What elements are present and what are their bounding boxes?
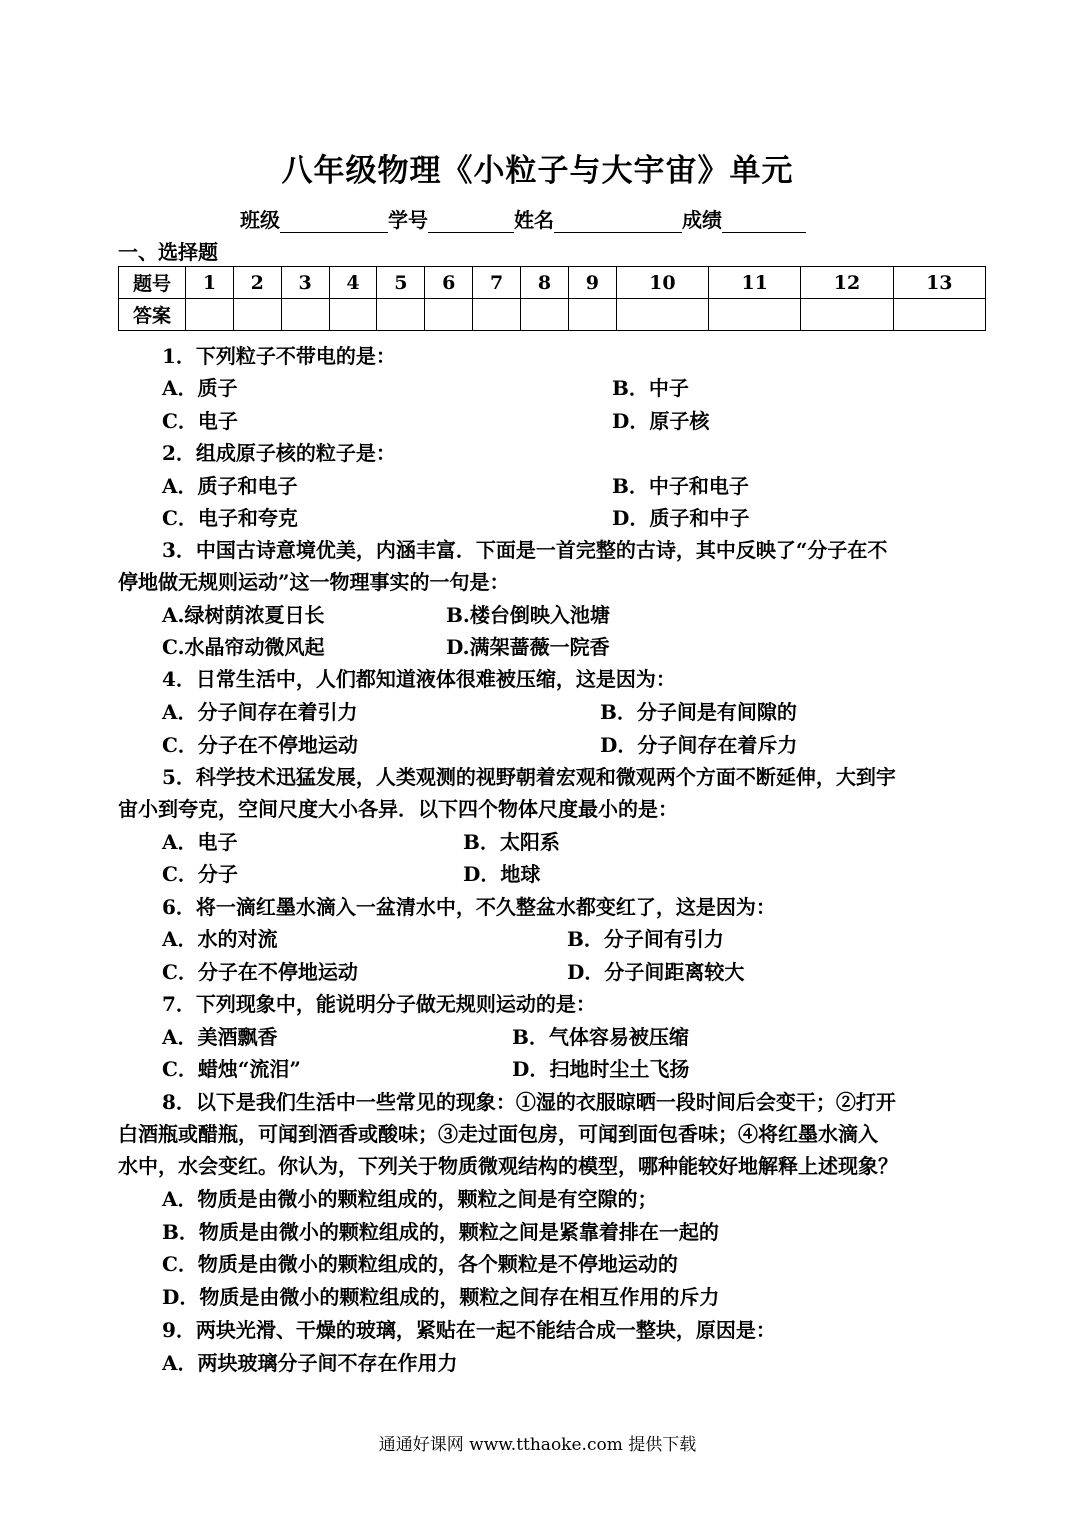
- question-number: 2: [233, 267, 281, 299]
- question-7-option-a: A．美酒飘香: [162, 1025, 278, 1049]
- answer-cell[interactable]: [521, 299, 569, 331]
- class-blank: [280, 210, 388, 233]
- question-3-option-c: C.水晶帘动微风起: [162, 635, 325, 659]
- student-info-row: [240, 204, 806, 233]
- question-3-option-a: A.绿树荫浓夏日长: [162, 603, 325, 627]
- question-6-stem: 6．将一滴红墨水滴入一盆清水中，不久整盆水都变红了，这是因为：: [162, 895, 776, 919]
- answer-cell[interactable]: [425, 299, 473, 331]
- answer-cell[interactable]: [473, 299, 521, 331]
- question-1-option-d: D．原子核: [612, 409, 710, 433]
- score-blank: [722, 210, 806, 233]
- section-heading: 一、选择题: [118, 240, 218, 264]
- answer-cell[interactable]: [616, 299, 708, 331]
- question-5-stem-line-1: 5．科学技术迅猛发展，人类观测的视野朝着宏观和微观两个方面不断延伸，大到宇: [162, 765, 896, 789]
- question-3-option-b: B.楼台倒映入池塘: [446, 603, 610, 627]
- class-label: 班级: [240, 208, 280, 232]
- answer-cell[interactable]: [709, 299, 801, 331]
- question-5-stem-line-2: 宙小到夸克，空间尺度大小各异．以下四个物体尺度最小的是：: [118, 797, 678, 821]
- question-8-option-d: D．物质是由微小的颗粒组成的，颗粒之间存在相互作用的斥力: [162, 1285, 720, 1309]
- question-number-row: [119, 267, 986, 299]
- question-number: 3: [281, 267, 329, 299]
- answer-cell[interactable]: [281, 299, 329, 331]
- question-9-stem: 9．两块光滑、干燥的玻璃，紧贴在一起不能结合成一整块，原因是：: [162, 1318, 776, 1342]
- question-7-option-c: C．蜡烛“流泪”: [162, 1057, 301, 1081]
- score-label: 成绩: [682, 208, 722, 232]
- question-8-stem-line-1: 8．以下是我们生活中一些常见的现象：①湿的衣服晾晒一段时间后会变干；②打开: [162, 1090, 896, 1114]
- question-number: 8: [521, 267, 569, 299]
- question-4-option-b: B．分子间是有间隙的: [600, 700, 797, 724]
- question-6-option-d: D．分子间距离较大: [567, 960, 745, 984]
- question-8-stem-line-3: 水中，水会变红。你认为，下列关于物质微观结构的模型，哪种能较好地解释上述现象？: [118, 1154, 898, 1178]
- footer-source: 通通好课网 www.tthaoke.com 提供下载: [378, 1435, 697, 1455]
- question-8-stem-line-2: 白酒瓶或醋瓶，可闻到酒香或酸味；③走过面包房，可闻到面包香味；④将红墨水滴入: [118, 1122, 878, 1146]
- question-4-option-a: A．分子间存在着引力: [162, 700, 358, 724]
- question-number: 5: [377, 267, 425, 299]
- question-8-option-a: A．物质是由微小的颗粒组成的，颗粒之间是有空隙的；: [162, 1187, 658, 1211]
- question-number: 12: [801, 267, 893, 299]
- answer-cell[interactable]: [329, 299, 377, 331]
- question-3-stem-line-1: 3．中国古诗意境优美，内涵丰富．下面是一首完整的古诗，其中反映了“分子在不: [162, 538, 888, 562]
- answer-cell[interactable]: [233, 299, 281, 331]
- page-title: 八年级物理《小粒子与大宇宙》单元: [281, 153, 794, 189]
- question-number: 4: [329, 267, 377, 299]
- answer-row: [119, 299, 986, 331]
- answer-cell[interactable]: [568, 299, 616, 331]
- question-2-option-a: A．质子和电子: [162, 474, 298, 498]
- question-number: 13: [893, 267, 985, 299]
- answer-table: [118, 266, 986, 331]
- row-header: 答案: [119, 299, 186, 331]
- question-7-option-d: D．扫地时尘土飞扬: [512, 1057, 690, 1081]
- question-4-option-c: C．分子在不停地运动: [162, 733, 358, 757]
- row-header: 题号: [119, 267, 186, 299]
- question-2-option-d: D．质子和中子: [612, 506, 750, 530]
- question-number: 11: [709, 267, 801, 299]
- answer-cell[interactable]: [893, 299, 985, 331]
- student-id-blank: [428, 210, 514, 233]
- question-number: 7: [473, 267, 521, 299]
- question-2-option-b: B．中子和电子: [612, 474, 749, 498]
- question-1-option-a: A．质子: [162, 376, 238, 400]
- question-number: 9: [568, 267, 616, 299]
- question-5-option-c: C．分子: [162, 862, 238, 886]
- question-5-option-b: B．太阳系: [463, 830, 560, 854]
- question-6-option-b: B．分子间有引力: [567, 927, 724, 951]
- question-5-option-d: D．地球: [463, 862, 541, 886]
- question-4-option-d: D．分子间存在着斥力: [600, 733, 798, 757]
- question-6-option-c: C．分子在不停地运动: [162, 960, 358, 984]
- question-9-option-a: A．两块玻璃分子间不存在作用力: [162, 1351, 458, 1375]
- question-number: 10: [616, 267, 708, 299]
- question-8-option-b: B．物质是由微小的颗粒组成的，颗粒之间是紧靠着排在一起的: [162, 1220, 719, 1244]
- question-8-option-c: C．物质是由微小的颗粒组成的，各个颗粒是不停地运动的: [162, 1252, 678, 1276]
- question-1-option-c: C．电子: [162, 409, 238, 433]
- question-6-option-a: A．水的对流: [162, 927, 278, 951]
- question-7-stem: 7．下列现象中，能说明分子做无规则运动的是：: [162, 992, 596, 1016]
- name-label: 姓名: [514, 208, 554, 232]
- question-2-option-c: C．电子和夸克: [162, 506, 298, 530]
- question-number: 1: [186, 267, 234, 299]
- question-3-option-d: D.满架蔷薇一院香: [446, 635, 610, 659]
- answer-cell[interactable]: [186, 299, 234, 331]
- answer-cell[interactable]: [377, 299, 425, 331]
- question-1-option-b: B．中子: [612, 376, 689, 400]
- answer-cell[interactable]: [801, 299, 893, 331]
- question-5-option-a: A．电子: [162, 830, 238, 854]
- question-3-stem-line-2: 停地做无规则运动”这一物理事实的一句是：: [118, 570, 510, 594]
- student-id-label: 学号: [388, 208, 428, 232]
- question-number: 6: [425, 267, 473, 299]
- name-blank: [554, 210, 682, 233]
- question-4-stem: 4．日常生活中，人们都知道液体很难被压缩，这是因为：: [162, 667, 676, 691]
- question-1-stem: 1．下列粒子不带电的是：: [162, 344, 396, 368]
- question-7-option-b: B．气体容易被压缩: [512, 1025, 689, 1049]
- question-2-stem: 2．组成原子核的粒子是：: [162, 441, 396, 465]
